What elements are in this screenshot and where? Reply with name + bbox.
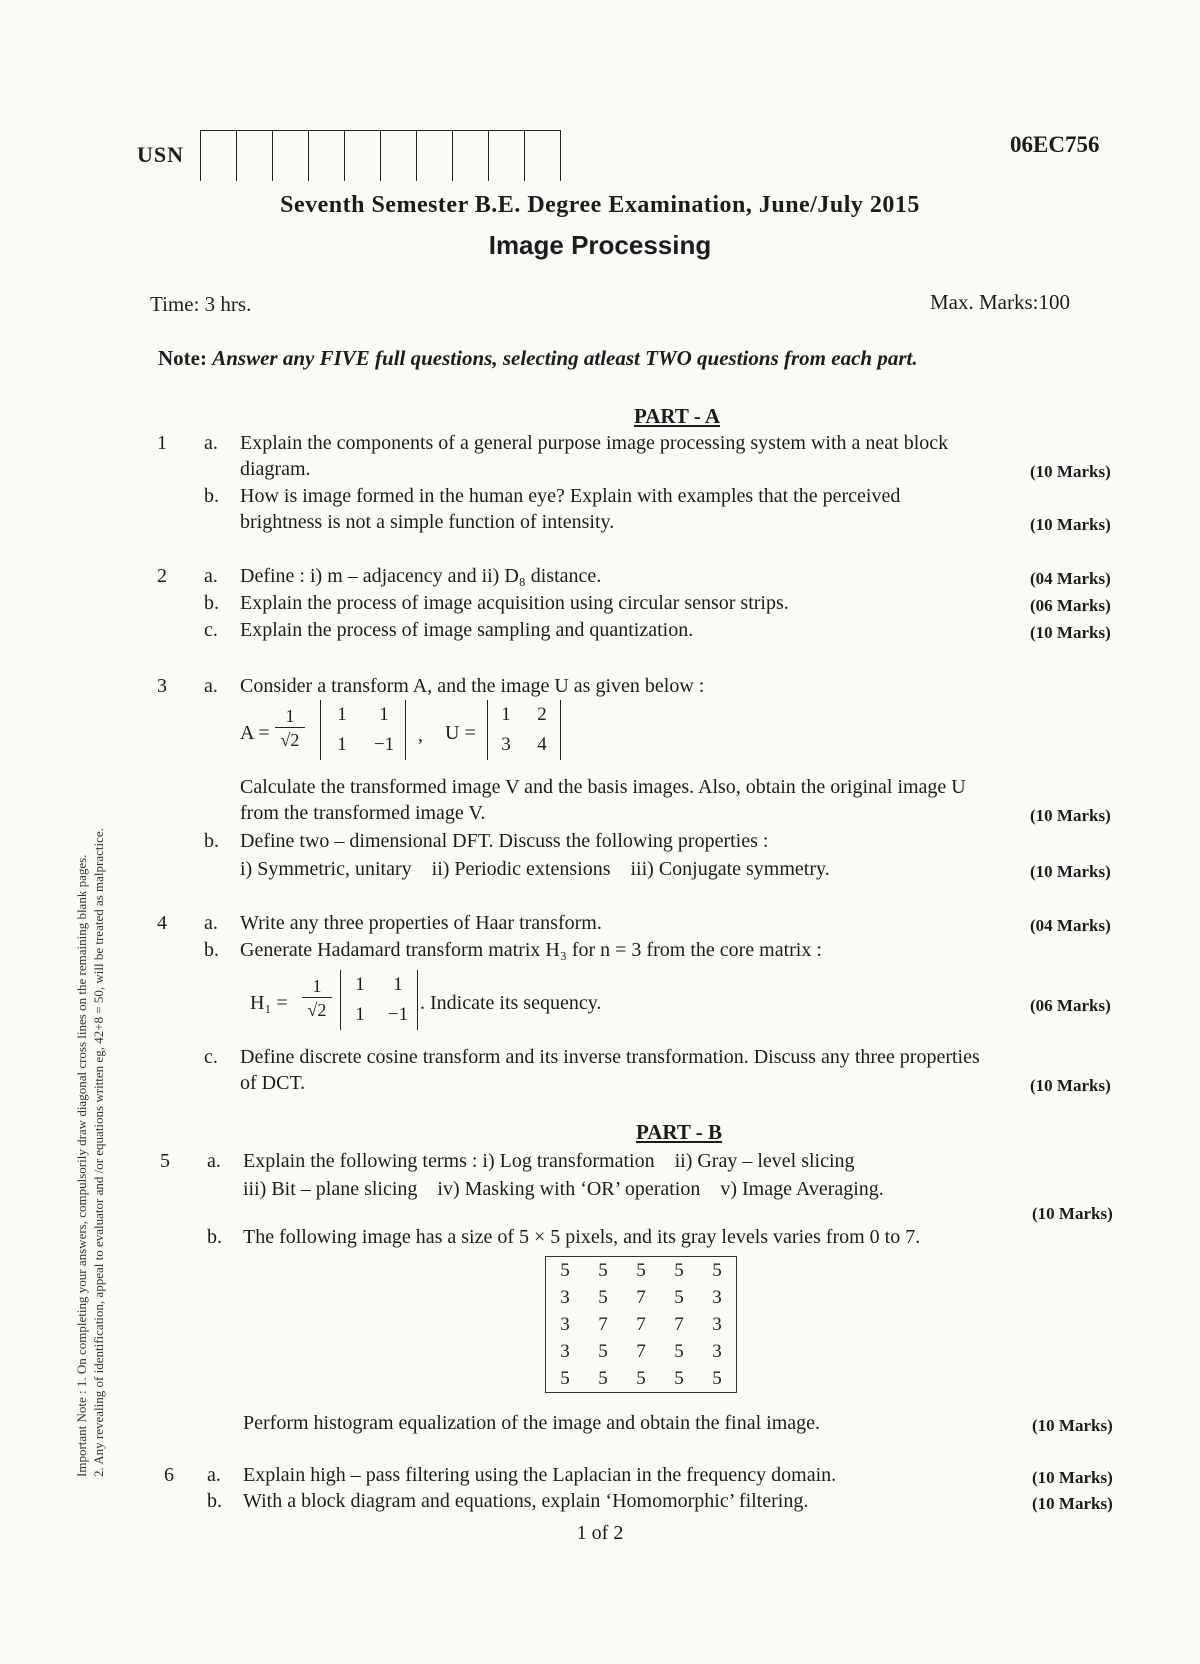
usn-label: USN xyxy=(137,142,185,167)
q6b-text: With a block diagram and equations, explain ‘Homomorphic’ filtering. xyxy=(243,1490,809,1512)
q3b-line-2: i) Symmetric, unitary ii) Periodic extensions iii) Conjugate symmetry. xyxy=(240,858,830,880)
usn-digit-box[interactable] xyxy=(380,131,416,181)
sub-question-label: b. xyxy=(204,939,219,961)
pixel-cell: 3 xyxy=(560,1286,570,1308)
matrix-cell: 4 xyxy=(537,734,547,755)
grid-row xyxy=(546,1365,737,1393)
side-note-line-1: Important Note : 1. On completing your answers, compulsorily draw diagonal cross lines on the remaining blank pages. xyxy=(74,854,89,1477)
matrix-cell: 2 xyxy=(537,704,547,725)
pixel-cell: 5 xyxy=(712,1259,722,1281)
pixel-cell: 3 xyxy=(712,1313,722,1335)
marks: (06 Marks) xyxy=(1030,596,1111,615)
fraction-numerator: 1 xyxy=(275,705,305,728)
question-number: 6 xyxy=(164,1464,174,1486)
exam-note xyxy=(158,346,918,371)
pixel-cell: 5 xyxy=(598,1367,608,1389)
marks: (10 Marks) xyxy=(1032,1416,1113,1435)
usn-digit-box[interactable] xyxy=(344,131,380,181)
marks: (10 Marks) xyxy=(1032,1204,1113,1223)
matrix-h1-equals: H₁ = xyxy=(250,992,288,1014)
image-pixel-grid xyxy=(545,1256,737,1393)
question-number: 1 xyxy=(157,432,167,454)
q5b-line-2: Perform histogram equalization of the image and obtain the final image. xyxy=(243,1412,821,1434)
usn-digit-box[interactable] xyxy=(452,131,488,181)
pixel-cell: 3 xyxy=(712,1340,722,1362)
sub-question-label: b. xyxy=(204,485,219,507)
q3b-line-1: Define two – dimensional DFT. Discuss the following properties : xyxy=(240,830,769,852)
pixel-cell: 5 xyxy=(674,1259,684,1281)
question-number: 2 xyxy=(157,565,167,587)
matrix-cell: 1 xyxy=(355,1004,365,1025)
q5a-line-2: iii) Bit – plane slicing iv) Masking with ‘OR’ operation v) Image Averaging. xyxy=(243,1178,884,1200)
pixel-cell: 5 xyxy=(560,1259,570,1281)
usn-digit-box[interactable] xyxy=(524,131,561,181)
pixel-cell: 5 xyxy=(674,1367,684,1389)
q4c-line-1: Define discrete cosine transform and its inverse transformation. Discuss any three properties xyxy=(240,1046,980,1068)
grid-row xyxy=(546,1284,737,1311)
sub-question-label: a. xyxy=(204,565,218,587)
pixel-cell: 5 xyxy=(560,1367,570,1389)
pixel-cell: 7 xyxy=(636,1313,646,1335)
matrix-u xyxy=(487,700,561,760)
matrix-u-equals: U = xyxy=(445,722,476,744)
pixel-cell: 5 xyxy=(598,1259,608,1281)
q2a-text: Define : i) m – adjacency and ii) D₈ distance. xyxy=(240,565,602,587)
sub-question-label: a. xyxy=(204,432,218,454)
q2b-text: Explain the process of image acquisition using circular sensor strips. xyxy=(240,592,789,614)
side-important-note xyxy=(73,177,107,1477)
side-note-line-2: 2. Any revealing of identification, appeal to evaluator and /or equations written eg, 42+8 = 50, will be treated as malpractice. xyxy=(91,828,106,1477)
sub-question-label: b. xyxy=(207,1490,222,1512)
pixel-cell: 7 xyxy=(598,1313,608,1335)
matrix-separator: , xyxy=(418,724,423,746)
sub-question-label: b. xyxy=(204,830,219,852)
note-label: Note: xyxy=(158,346,207,370)
pixel-cell: 5 xyxy=(598,1286,608,1308)
matrix-h1 xyxy=(340,970,418,1030)
pixel-cell: 5 xyxy=(674,1286,684,1308)
q4b-text: Generate Hadamard transform matrix H₃ for n = 3 from the core matrix : xyxy=(240,939,822,961)
part-a-heading: PART - A xyxy=(634,404,720,428)
exam-title: Seventh Semester B.E. Degree Examination, June/July 2015 xyxy=(280,192,920,218)
q3a-intro: Consider a transform A, and the image U as given below : xyxy=(240,675,705,697)
fraction-denominator: √2 xyxy=(280,730,300,750)
q1a-line-2: diagram. xyxy=(240,458,311,480)
q1b-line-2: brightness is not a simple function of intensity. xyxy=(240,511,615,533)
subject-code: 06EC756 xyxy=(1010,132,1100,157)
q4b-after-matrix: . Indicate its sequency. xyxy=(420,992,602,1014)
pixel-cell: 3 xyxy=(560,1313,570,1335)
part-b-heading: PART - B xyxy=(636,1120,722,1144)
marks: (10 Marks) xyxy=(1032,1494,1113,1513)
q5a-line-1: Explain the following terms : i) Log transformation ii) Gray – level slicing xyxy=(243,1150,855,1172)
pixel-cell: 3 xyxy=(560,1340,570,1362)
q2c-text: Explain the process of image sampling and quantization. xyxy=(240,619,694,641)
exam-time: Time: 3 hrs. xyxy=(150,292,252,316)
q3a-line-2: from the transformed image V. xyxy=(240,802,486,824)
matrix-cell: 1 xyxy=(355,974,365,995)
pixel-cell: 7 xyxy=(674,1313,684,1335)
marks: (10 Marks) xyxy=(1030,623,1111,642)
usn-boxes[interactable] xyxy=(200,130,561,181)
pixel-cell: 5 xyxy=(712,1367,722,1389)
marks: (06 Marks) xyxy=(1030,996,1111,1015)
pixel-cell: 5 xyxy=(636,1367,646,1389)
fraction-denominator: √2 xyxy=(307,1000,327,1020)
usn-digit-box[interactable] xyxy=(416,131,452,181)
usn-digit-box[interactable] xyxy=(488,131,524,181)
pixel-cell: 5 xyxy=(636,1259,646,1281)
fraction-numerator: 1 xyxy=(302,975,332,998)
question-number: 5 xyxy=(160,1150,170,1172)
note-text: Answer any FIVE full questions, selecting atleast TWO questions from each part. xyxy=(212,346,918,370)
q3a-line-1: Calculate the transformed image V and the basis images. Also, obtain the original image U xyxy=(240,776,966,798)
page-number: 1 of 2 xyxy=(576,1522,624,1544)
q6a-text: Explain high – pass filtering using the Laplacian in the frequency domain. xyxy=(243,1464,837,1486)
sub-question-label: a. xyxy=(207,1464,221,1486)
sub-question-label: b. xyxy=(207,1226,222,1248)
marks: (10 Marks) xyxy=(1030,862,1111,881)
q4c-line-2: of DCT. xyxy=(240,1072,306,1094)
matrix-cell: 1 xyxy=(337,704,347,725)
marks: (10 Marks) xyxy=(1030,806,1111,825)
matrix-a-equals: A = xyxy=(240,722,270,744)
usn-digit-box[interactable] xyxy=(200,131,236,181)
pixel-cell: 7 xyxy=(636,1286,646,1308)
grid-row xyxy=(546,1257,737,1285)
matrix-cell: 1 xyxy=(379,704,389,725)
q4a-text: Write any three properties of Haar transform. xyxy=(240,912,602,934)
marks: (04 Marks) xyxy=(1030,916,1111,935)
grid-row xyxy=(546,1311,737,1338)
sub-question-label: c. xyxy=(204,1046,218,1068)
marks: (04 Marks) xyxy=(1030,569,1111,588)
marks: (10 Marks) xyxy=(1032,1468,1113,1487)
marks: (10 Marks) xyxy=(1030,462,1111,481)
matrix-cell: 1 xyxy=(337,734,347,755)
q1b-line-1: How is image formed in the human eye? Explain with examples that the perceived xyxy=(240,485,901,507)
usn-digit-box[interactable] xyxy=(308,131,344,181)
fraction xyxy=(302,975,332,1022)
subject-title: Image Processing xyxy=(488,230,712,260)
q5b-line-1: The following image has a size of 5 × 5 pixels, and its gray levels varies from 0 to 7. xyxy=(243,1226,921,1248)
usn-digit-box[interactable] xyxy=(236,131,272,181)
sub-question-label: b. xyxy=(204,592,219,614)
marks: (10 Marks) xyxy=(1030,1076,1111,1095)
matrix-cell: 1 xyxy=(501,704,511,725)
matrix-a xyxy=(320,700,406,760)
matrix-cell: −1 xyxy=(373,734,395,755)
max-marks: Max. Marks:100 xyxy=(930,290,1070,314)
sub-question-label: a. xyxy=(207,1150,221,1172)
pixel-cell: 7 xyxy=(636,1340,646,1362)
sub-question-label: c. xyxy=(204,619,218,641)
pixel-cell: 5 xyxy=(598,1340,608,1362)
question-number: 3 xyxy=(157,675,167,697)
fraction xyxy=(275,705,305,752)
marks: (10 Marks) xyxy=(1030,515,1111,534)
pixel-cell: 3 xyxy=(712,1286,722,1308)
question-number: 4 xyxy=(157,912,167,934)
usn-digit-box[interactable] xyxy=(272,131,308,181)
pixel-cell: 5 xyxy=(674,1340,684,1362)
q1a-line-1: Explain the components of a general purpose image processing system with a neat block xyxy=(240,432,949,454)
grid-row xyxy=(546,1338,737,1365)
matrix-cell: 3 xyxy=(501,734,511,755)
matrix-cell: −1 xyxy=(387,1004,409,1025)
sub-question-label: a. xyxy=(204,912,218,934)
matrix-cell: 1 xyxy=(393,974,403,995)
sub-question-label: a. xyxy=(204,675,218,697)
